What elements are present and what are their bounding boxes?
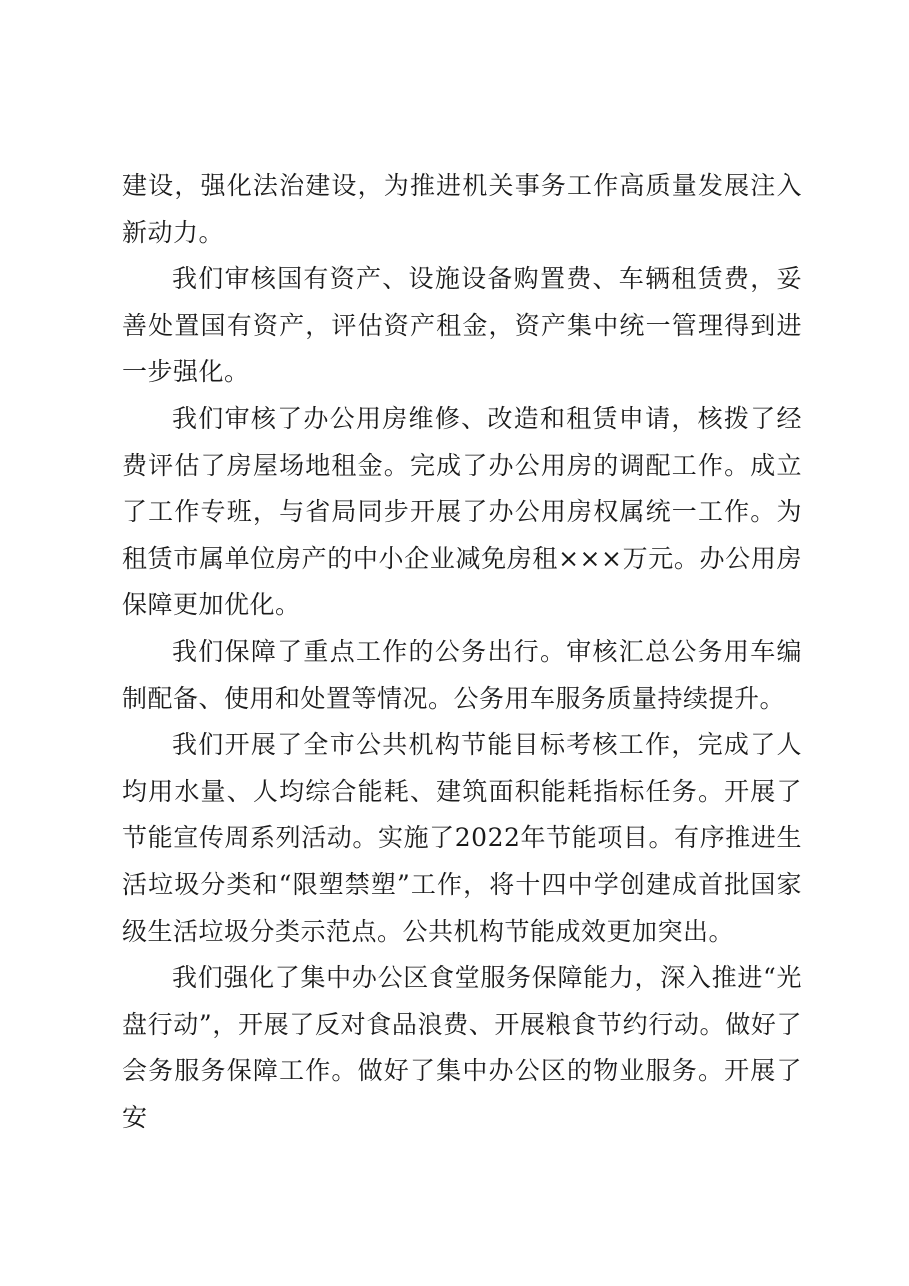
paragraph-official-vehicles: 我们保障了重点工作的公务出行。审核汇总公务用车编制配备、使用和处置等情况。公务用车服务质量持续提升。 xyxy=(122,636,802,713)
paragraph-energy-saving: 我们开展了全市公共机构节能目标考核工作，完成了人均用水量、人均综合能耗、建筑面积能耗指标任务。开展了节能宣传周系列活动。实施了2022年节能项目。有序推进生活垃圾分类和“限塑禁塑”工作，将十四中学创建成首批国家级生活垃圾分类示范点。公共机构节能成效更加突出。 xyxy=(122,730,802,946)
paragraph-canteen-services: 我们强化了集中办公区食堂服务保障能力，深入推进“光盘行动”，开展了反对食品浪费、开展粮食节约行动。做好了会务服务保障工作。做好了集中办公区的物业服务。开展了安 xyxy=(122,963,802,1132)
paragraph-continuation: 建设，强化法治建设，为推进机关事务工作高质量发展注入新动力。 xyxy=(122,171,802,247)
paragraph-state-assets: 我们审核国有资产、设施设备购置费、车辆租赁费，妥善处置国有资产，评估资产租金，资产集中统一管理得到进一步强化。 xyxy=(122,264,802,387)
paragraph-office-housing: 我们审核了办公用房维修、改造和租赁申请，核拨了经费评估了房屋场地租金。完成了办公用房的调配工作。成立了工作专班，与省局同步开展了办公用房权属统一工作。为租赁市属单位房产的中小企业减免房租×××万元。办公用房保障更加优化。 xyxy=(122,403,802,620)
document-body xyxy=(122,163,802,1141)
